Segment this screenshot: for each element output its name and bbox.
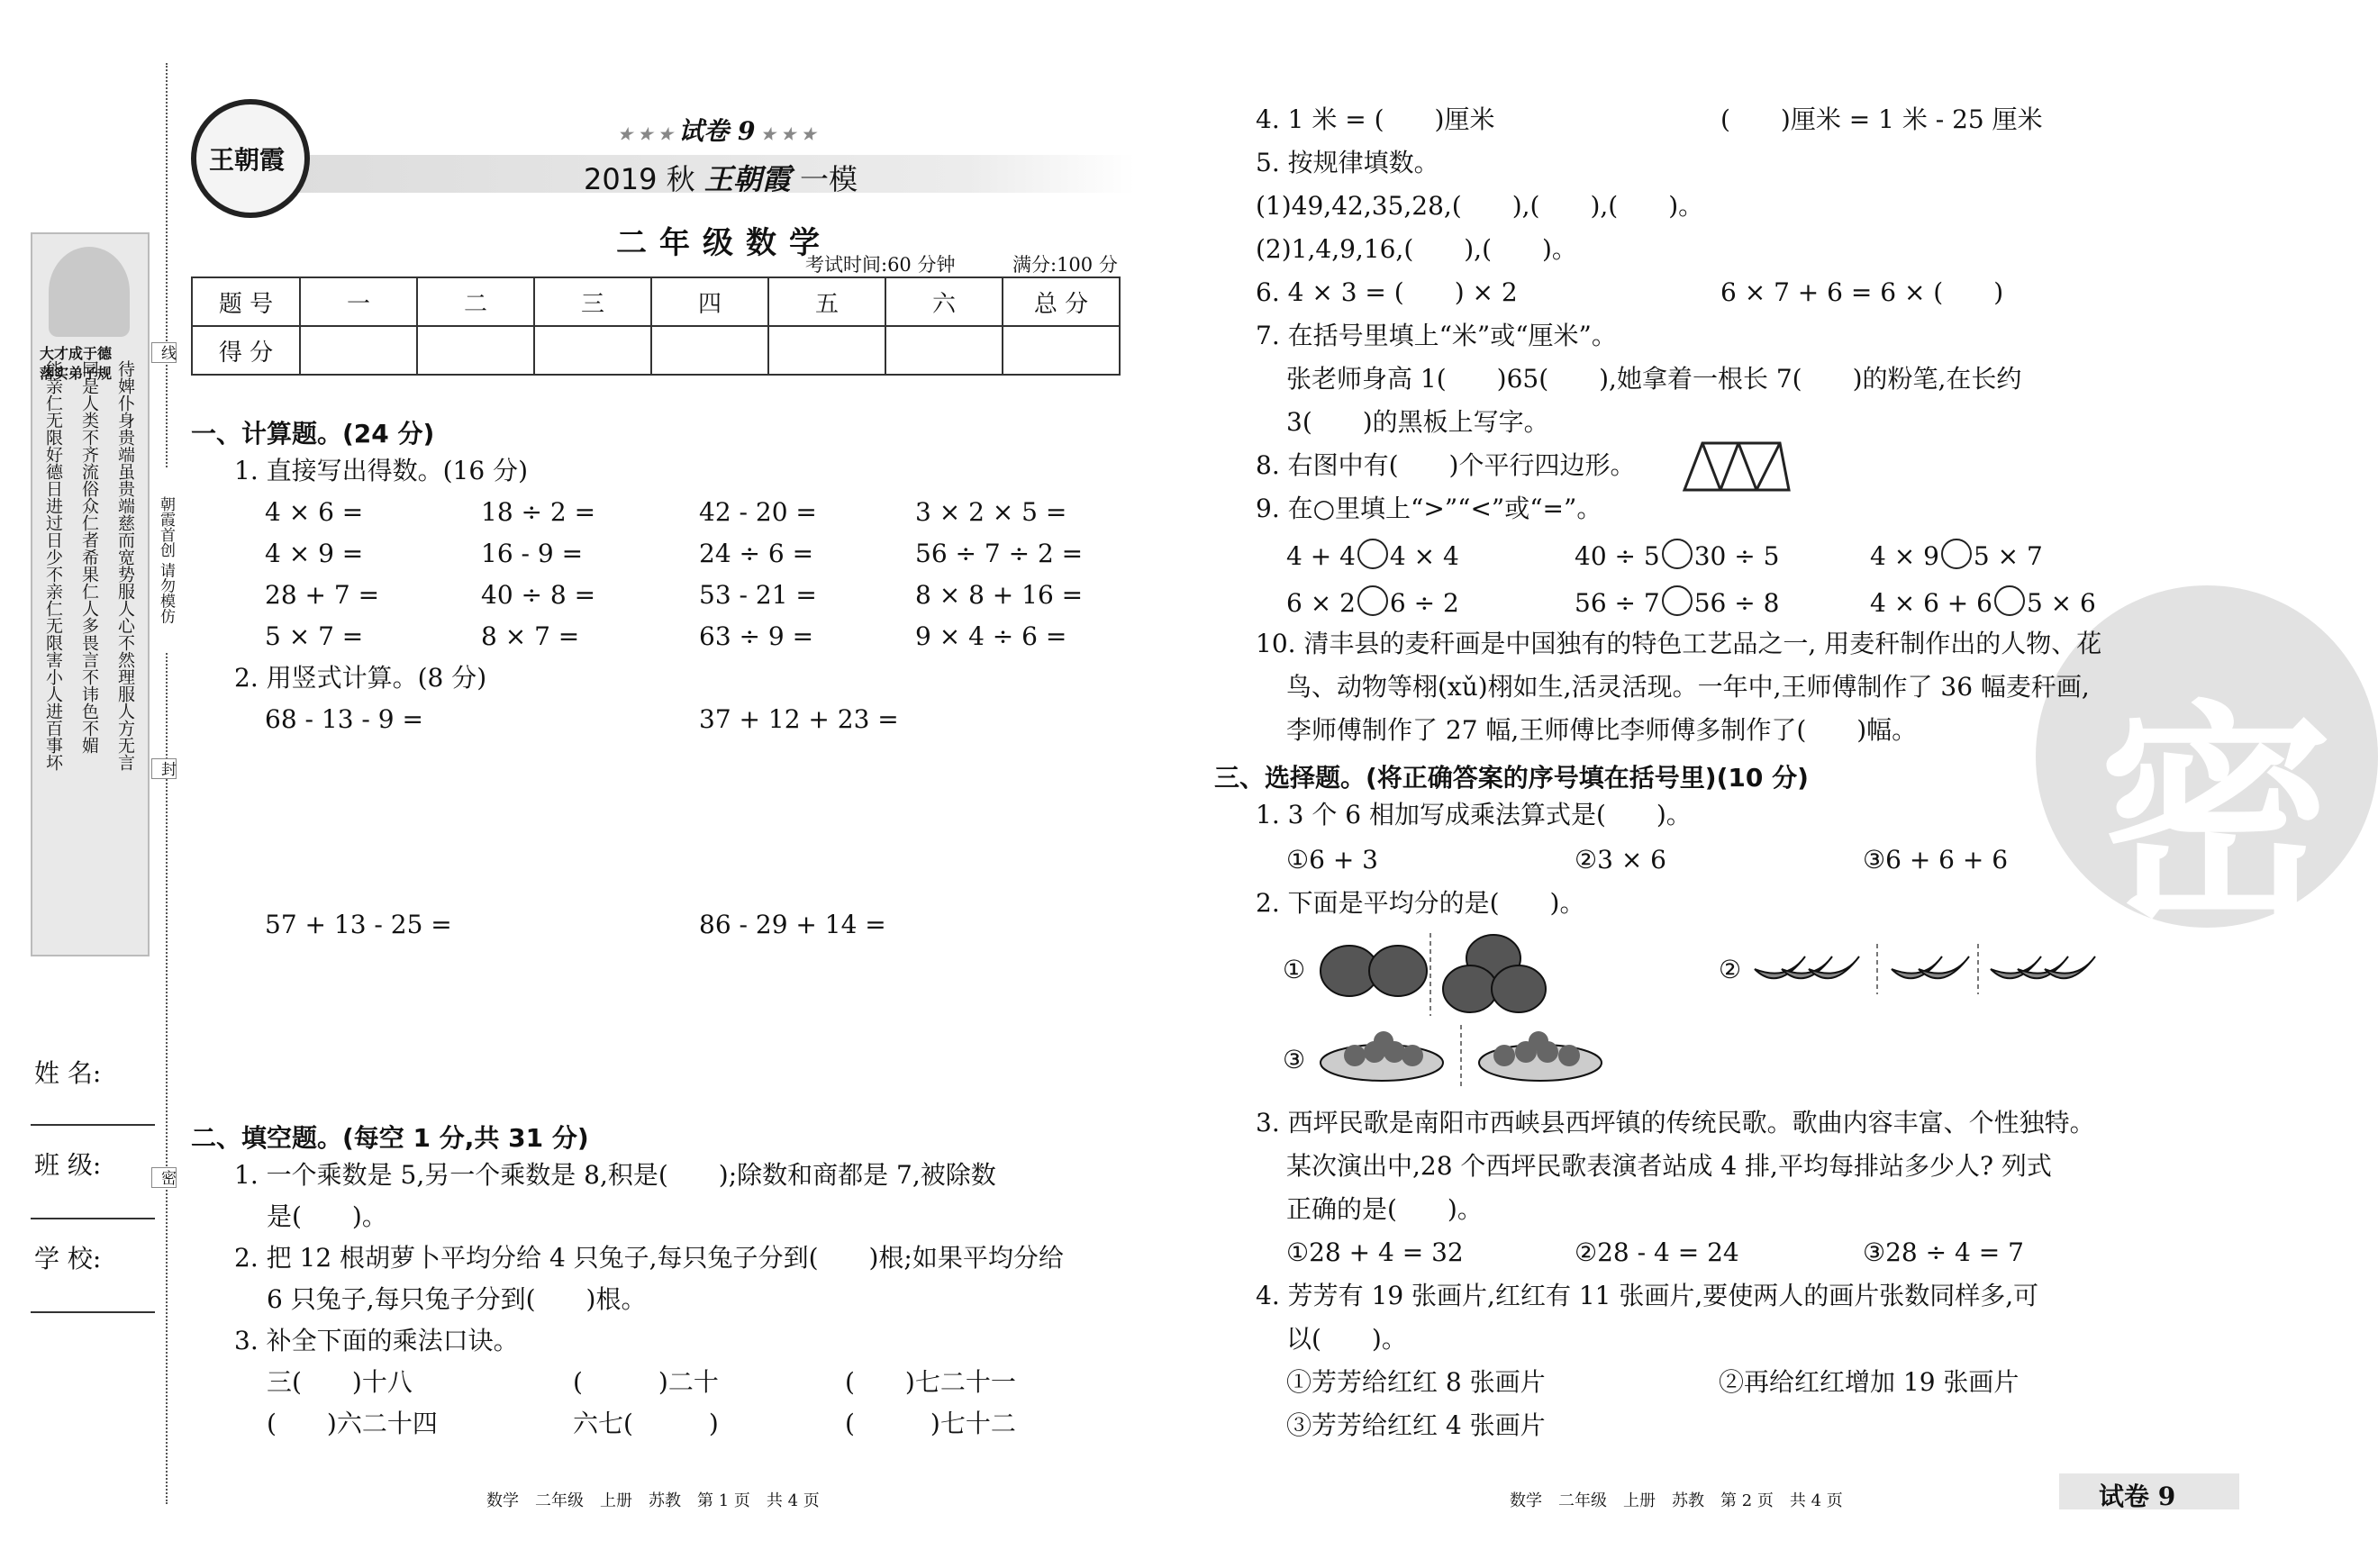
s2-q10-line2: 鸟、动物等栩(xǔ)栩如生,活灵活现。一年中,王师傅制作了 36 幅麦秆画, xyxy=(1286,672,2090,702)
watermelon-picture xyxy=(1319,931,1553,1018)
s2-q1-line1: 1. 一个乘数是 5,另一个乘数是 8,积是( );除数和商都是 7,被除数 xyxy=(234,1160,996,1190)
s2-q4-part2: ( )厘米 = 1 米 - 25 厘米 xyxy=(1720,104,2043,134)
banana-picture xyxy=(1751,942,2111,996)
multiplication-rhyme: ( )六二十四 xyxy=(267,1409,438,1438)
s2-q5-seq2: (2)1,4,9,16,( ),( )。 xyxy=(1256,234,1577,264)
table-cell: 五 xyxy=(768,277,885,326)
vertical-calc-item: 68 - 13 - 9 = xyxy=(265,704,423,734)
table-cell: 四 xyxy=(651,277,768,326)
compare-left: 6 × 2 xyxy=(1286,588,1356,618)
compare-left: 4 × 9 xyxy=(1870,541,1939,571)
compare-circle[interactable] xyxy=(1994,585,2025,616)
choice-option: ①6 + 3 xyxy=(1286,845,1378,875)
motto-top-1: 大才成于德 xyxy=(40,345,113,362)
binding-tag-original: 朝霞首创 请勿模仿 xyxy=(151,468,175,652)
s2-q5-title: 5. 按规律填数。 xyxy=(1256,148,1439,177)
s2-q2-line2: 6 只兔子,每只兔子分到( )根。 xyxy=(267,1284,647,1314)
multiplication-rhyme: ( )七二十一 xyxy=(845,1367,1016,1397)
section3-title: 三、选择题。(将正确答案的序号填在括号里)(10 分) xyxy=(1214,763,1809,793)
compare-left: 4 × 6 + 6 xyxy=(1870,588,1992,618)
s2-q1-line2: 是( )。 xyxy=(267,1201,387,1231)
parallelogram-figure xyxy=(1681,440,1793,494)
calc-item: 24 ÷ 6 = xyxy=(699,539,814,568)
binding-tag-seal: 封 xyxy=(151,758,177,779)
star-decoration: ★ ★ ★ xyxy=(755,125,816,144)
table-cell: 题 号 xyxy=(192,277,300,326)
multiplication-rhyme: ( )七十二 xyxy=(845,1409,1016,1438)
score-cell[interactable] xyxy=(417,326,534,375)
calc-item: 28 + 7 = xyxy=(265,580,380,610)
vertical-calc-item: 86 - 29 + 14 = xyxy=(699,910,886,939)
s2-q9-title: 9. 在○里填上“>”“<”或“=”。 xyxy=(1256,494,1602,523)
score-table xyxy=(191,276,1121,376)
calc-item: 18 ÷ 2 = xyxy=(481,497,596,527)
choice-mark: ② xyxy=(1719,955,1742,984)
compare-right: 6 ÷ 2 xyxy=(1389,588,1459,618)
footer-right: 数学 二年级 上册 苏教 第 2 页 共 4 页 xyxy=(1510,1491,1843,1510)
score-table-score-row xyxy=(192,326,1120,375)
calc-item: 16 - 9 = xyxy=(481,539,584,568)
s3-q3-line1: 3. 西坪民歌是南阳市西峡县西坪镇的传统民歌。歌曲内容丰富、个性独特。 xyxy=(1256,1108,2095,1137)
calc-item: 4 × 9 = xyxy=(265,539,364,568)
choice-option: ①28 + 4 = 32 xyxy=(1286,1237,1464,1267)
compare-left: 40 ÷ 5 xyxy=(1575,541,1660,571)
score-cell[interactable] xyxy=(534,326,651,375)
calc-item: 40 ÷ 8 = xyxy=(481,580,596,610)
school-label: 学 校: xyxy=(34,1244,102,1273)
motto-column-2: 同是人类不齐流俗众仁者希果仁人多畏言不讳色不媚 xyxy=(79,360,99,754)
calc-item: 5 × 7 = xyxy=(265,621,364,651)
score-cell[interactable] xyxy=(885,326,1003,375)
brand-logo xyxy=(191,99,310,218)
multiplication-rhyme: 六七( ) xyxy=(573,1409,719,1438)
subject-title: 二年级数学 xyxy=(616,225,832,261)
multiplication-rhyme: ( )二十 xyxy=(573,1367,719,1397)
title-year: 2019 秋 xyxy=(584,162,695,196)
calc-item: 8 × 7 = xyxy=(481,621,580,651)
compare-circle[interactable] xyxy=(1357,539,1388,569)
compare-item xyxy=(1286,585,1459,617)
choice-option: ③28 ÷ 4 = 7 xyxy=(1863,1237,2024,1267)
s2-q2-line1: 2. 把 12 根胡萝卜平均分给 4 只兔子,每只兔子分到( )根;如果平均分给 xyxy=(234,1243,1064,1273)
table-cell: 得 分 xyxy=(192,326,300,375)
logo-text: 王朝霞 xyxy=(209,145,286,175)
motto-column-3: 待婢仆身贵端虽贵端慈而宽势服人心不然理服人方无言 xyxy=(115,360,135,771)
calc-item: 8 × 8 + 16 = xyxy=(915,580,1084,610)
binding-tag-line: 线 xyxy=(151,342,177,363)
compare-item xyxy=(1870,539,2043,570)
class-label: 班 级: xyxy=(34,1150,102,1180)
compare-right: 4 × 4 xyxy=(1389,541,1459,571)
s3-q3-line3: 正确的是( )。 xyxy=(1286,1194,1483,1224)
compare-circle[interactable] xyxy=(1941,539,1972,569)
s2-q7-title: 7. 在括号里填上“米”或“厘米”。 xyxy=(1256,321,1617,350)
choice-option: ②再给红红增加 19 张画片 xyxy=(1719,1367,2019,1397)
compare-circle[interactable] xyxy=(1662,539,1693,569)
compare-item xyxy=(1286,539,1459,570)
school-field[interactable] xyxy=(31,1311,155,1313)
exam-time: 考试时间:60 分钟 xyxy=(805,254,956,276)
scholar-figure-icon xyxy=(49,247,130,337)
vertical-calc-item: 37 + 12 + 23 = xyxy=(699,704,899,734)
section1-title: 一、计算题。(24 分) xyxy=(191,419,435,449)
secret-stamp-glyph: 密 xyxy=(2099,683,2333,955)
calc-item: 3 × 2 × 5 = xyxy=(915,497,1067,527)
motto-column-1: 能亲仁无限好德日进过日少不亲仁无限害小人进百事坏 xyxy=(43,360,63,771)
multiplication-rhyme: 三( )十八 xyxy=(267,1367,413,1397)
binding-dotted-line xyxy=(166,63,168,1504)
star-decoration: ★ ★ ★ xyxy=(618,125,679,144)
score-cell[interactable] xyxy=(768,326,885,375)
table-cell: 二 xyxy=(417,277,534,326)
s2-q4-part1: 4. 1 米 = ( )厘米 xyxy=(1256,104,1495,134)
calc-item: 9 × 4 ÷ 6 = xyxy=(915,621,1067,651)
s1-q2-title: 2. 用竖式计算。(8 分) xyxy=(234,663,487,693)
score-table-header-row xyxy=(192,277,1120,326)
paper-number-text: 试卷 9 xyxy=(678,116,756,146)
binding-tag-secret: 密 xyxy=(151,1167,177,1188)
class-field[interactable] xyxy=(31,1218,155,1219)
choice-option: ③6 + 6 + 6 xyxy=(1863,845,2009,875)
calc-item: 4 × 6 = xyxy=(265,497,364,527)
table-cell: 总 分 xyxy=(1003,277,1120,326)
s2-q7-line2: 3( )的黑板上写字。 xyxy=(1286,407,1549,437)
choice-option: ①芳芳给红红 8 张画片 xyxy=(1286,1367,1546,1397)
score-cell[interactable] xyxy=(1003,326,1120,375)
s2-q10-line3: 李师傅制作了 27 幅,王师傅比李师傅多制作了( )幅。 xyxy=(1286,715,1918,745)
s2-q10-line1: 10. 清丰县的麦秆画是中国独有的特色工艺品之一, 用麦秆制作出的人物、花 xyxy=(1256,629,2102,658)
compare-left: 4 + 4 xyxy=(1286,541,1356,571)
section2-title: 二、填空题。(每空 1 分,共 31 分) xyxy=(191,1123,589,1153)
s2-q7-line1: 张老师身高 1( )65( ),她拿着一根长 7( )的粉笔,在长约 xyxy=(1286,364,2022,394)
score-cell[interactable] xyxy=(300,326,417,375)
table-cell: 六 xyxy=(885,277,1003,326)
table-cell: 三 xyxy=(534,277,651,326)
compare-item xyxy=(1575,539,1779,570)
calc-item: 53 - 21 = xyxy=(699,580,817,610)
footer-paper-tag: 试卷 9 xyxy=(2099,1482,2176,1511)
compare-right: 5 × 6 xyxy=(2026,588,2096,618)
compare-item xyxy=(1575,585,1779,617)
compare-right: 56 ÷ 8 xyxy=(1693,588,1780,618)
choice-option: ②3 × 6 xyxy=(1575,845,1666,875)
paper-number xyxy=(618,112,816,148)
choice-option: ③芳芳给红红 4 张画片 xyxy=(1286,1410,1546,1440)
s3-q3-line2: 某次演出中,28 个西坪民歌表演者站成 4 排,平均每排站多少人? 列式 xyxy=(1286,1151,2052,1181)
vertical-calc-item: 57 + 13 - 25 = xyxy=(265,910,452,939)
s3-q1: 1. 3 个 6 相加写成乘法算式是( )。 xyxy=(1256,800,1692,829)
s3-q4-line2: 以( )。 xyxy=(1286,1324,1407,1354)
s1-q1-title: 1. 直接写出得数。(16 分) xyxy=(234,456,528,485)
calc-item: 42 - 20 = xyxy=(699,497,817,527)
compare-right: 5 × 7 xyxy=(1973,541,2043,571)
s2-q8: 8. 右图中有( )个平行四边形。 xyxy=(1256,450,1636,480)
name-field[interactable] xyxy=(31,1124,155,1126)
compare-left: 56 ÷ 7 xyxy=(1575,588,1660,618)
calc-item: 56 ÷ 7 ÷ 2 = xyxy=(915,539,1084,568)
compare-right: 30 ÷ 5 xyxy=(1693,541,1780,571)
s2-q6-part2: 6 × 7 + 6 = 6 × ( ) xyxy=(1720,277,2004,307)
compare-item xyxy=(1870,585,2096,617)
s2-q5-seq1: (1)49,42,35,28,( ),( ),( )。 xyxy=(1256,191,1704,221)
s3-q2: 2. 下面是平均分的是( )。 xyxy=(1256,888,1585,918)
compare-circle[interactable] xyxy=(1357,585,1388,616)
full-score: 满分:100 分 xyxy=(1012,254,1118,276)
calc-item: 63 ÷ 9 = xyxy=(699,621,814,651)
s3-q4-line1: 4. 芳芳有 19 张画片,红红有 11 张画片,要使两人的画片张数同样多,可 xyxy=(1256,1281,2039,1310)
table-cell: 一 xyxy=(300,277,417,326)
choice-mark: ③ xyxy=(1283,1045,1306,1074)
exam-title xyxy=(584,157,858,198)
s2-q3-title: 3. 补全下面的乘法口诀。 xyxy=(234,1326,519,1355)
s2-q6-part1: 6. 4 × 3 = ( ) × 2 xyxy=(1256,277,1518,307)
name-label: 姓 名: xyxy=(34,1058,102,1088)
compare-circle[interactable] xyxy=(1662,585,1693,616)
motto-top-2: 落实弟子规 xyxy=(40,365,113,382)
title-brand: 王朝霞 xyxy=(703,162,791,196)
choice-mark: ① xyxy=(1283,955,1306,984)
choice-option: ②28 - 4 = 24 xyxy=(1575,1237,1739,1267)
strawberry-plates-picture xyxy=(1319,1023,1607,1090)
title-suffix: 一模 xyxy=(799,162,858,196)
score-cell[interactable] xyxy=(651,326,768,375)
footer-left: 数学 二年级 上册 苏教 第 1 页 共 4 页 xyxy=(486,1491,820,1510)
